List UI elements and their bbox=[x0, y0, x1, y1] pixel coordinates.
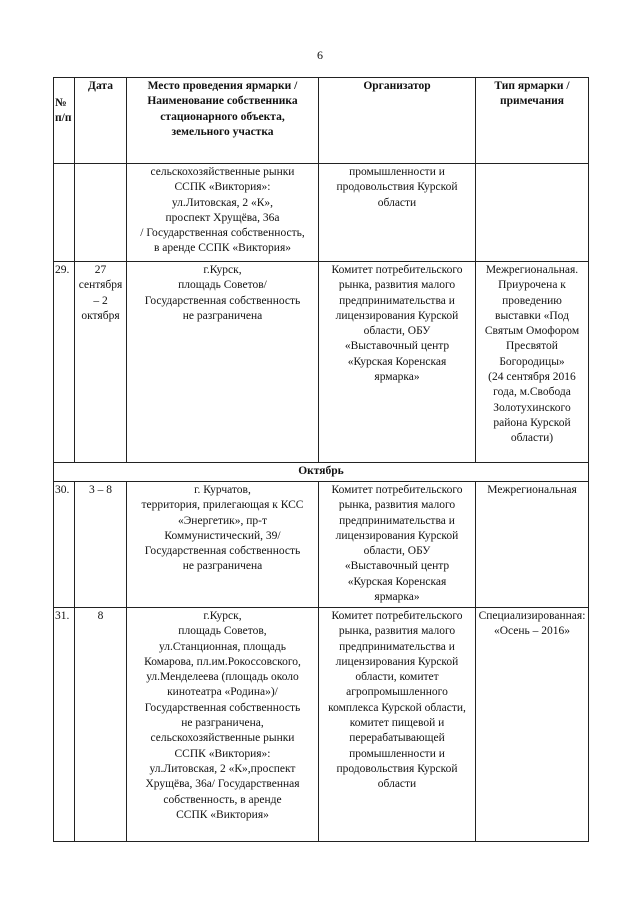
cell-date: 8 bbox=[75, 608, 127, 842]
cell-organizer: Комитет потребительского рынка, развития малого предпринимательства и лицензирования Курской области, ОБУ «Выставочный центр «Курская Коренская ярмарка» bbox=[319, 482, 476, 608]
cell-type bbox=[476, 164, 589, 262]
cell-place: сельскохозяйственные рынки ССПК «Виктория»: ул.Литовская, 2 «К», проспект Хрущёва, 36а / Государственная собственность, в аренде ССПК «Виктория» bbox=[127, 164, 319, 262]
table-row bbox=[54, 482, 589, 608]
fair-schedule-table bbox=[53, 77, 589, 842]
cell-type: Межрегиональная bbox=[476, 482, 589, 608]
header-num: № п/п bbox=[54, 78, 75, 164]
month-section-row bbox=[54, 463, 589, 482]
cell-place: г.Курск, площадь Советов, ул.Станционная, площадь Комарова, пл.им.Рокоссовского, ул.Менделеева (площадь около кинотеатра «Родина»)/ Государственная собственность не разграничена, сельскохозяйственные рынки ССПК «Виктория»: ул.Литовская, 2 «К»,проспект Хрущёва, 36а/ Государственная собственность, в аренде ССПК «Виктория» bbox=[127, 608, 319, 842]
month-label: Октябрь bbox=[54, 463, 589, 482]
table-header-row bbox=[54, 78, 589, 164]
cell-organizer: Комитет потребительского рынка, развития малого предпринимательства и лицензирования Курской области, ОБУ «Выставочный центр «Курская Коренская ярмарка» bbox=[319, 262, 476, 463]
cell-organizer: промышленности и продовольствия Курской области bbox=[319, 164, 476, 262]
cell-type: Межрегиональная. Приурочена к проведению выставки «Под Святым Омофором Пресвятой Богородицы» (24 сентября 2016 года, м.Свобода Золотухинского района Курской области) bbox=[476, 262, 589, 463]
header-organizer: Организатор bbox=[319, 78, 476, 164]
cell-type: Специализированная: «Осень – 2016» bbox=[476, 608, 589, 842]
page-number: 6 bbox=[317, 48, 323, 62]
cell-place: г. Курчатов, территория, прилегающая к КСС «Энергетик», пр-т Коммунистический, 39/ Государственная собственность не разграничена bbox=[127, 482, 319, 608]
cell-num: 29. bbox=[54, 262, 75, 463]
table-row bbox=[54, 164, 589, 262]
cell-num: 31. bbox=[54, 608, 75, 842]
header-type: Тип ярмарки / примечания bbox=[476, 78, 589, 164]
cell-date: 3 – 8 bbox=[75, 482, 127, 608]
cell-organizer: Комитет потребительского рынка, развития малого предпринимательства и лицензирования Курской области, комитет агропромышленного комплекса Курской области, комитет пищевой и перерабатывающей промышленности и продовольствия Курской области bbox=[319, 608, 476, 842]
header-date: Дата bbox=[75, 78, 127, 164]
table-row bbox=[54, 262, 589, 463]
cell-num bbox=[54, 164, 75, 262]
cell-num: 30. bbox=[54, 482, 75, 608]
table-row bbox=[54, 608, 589, 842]
cell-date: 27 сентября – 2 октября bbox=[75, 262, 127, 463]
header-place: Место проведения ярмарки / Наименование собственника стационарного объекта, земельного участка bbox=[127, 78, 319, 164]
cell-date bbox=[75, 164, 127, 262]
cell-place: г.Курск, площадь Советов/ Государственная собственность не разграничена bbox=[127, 262, 319, 463]
